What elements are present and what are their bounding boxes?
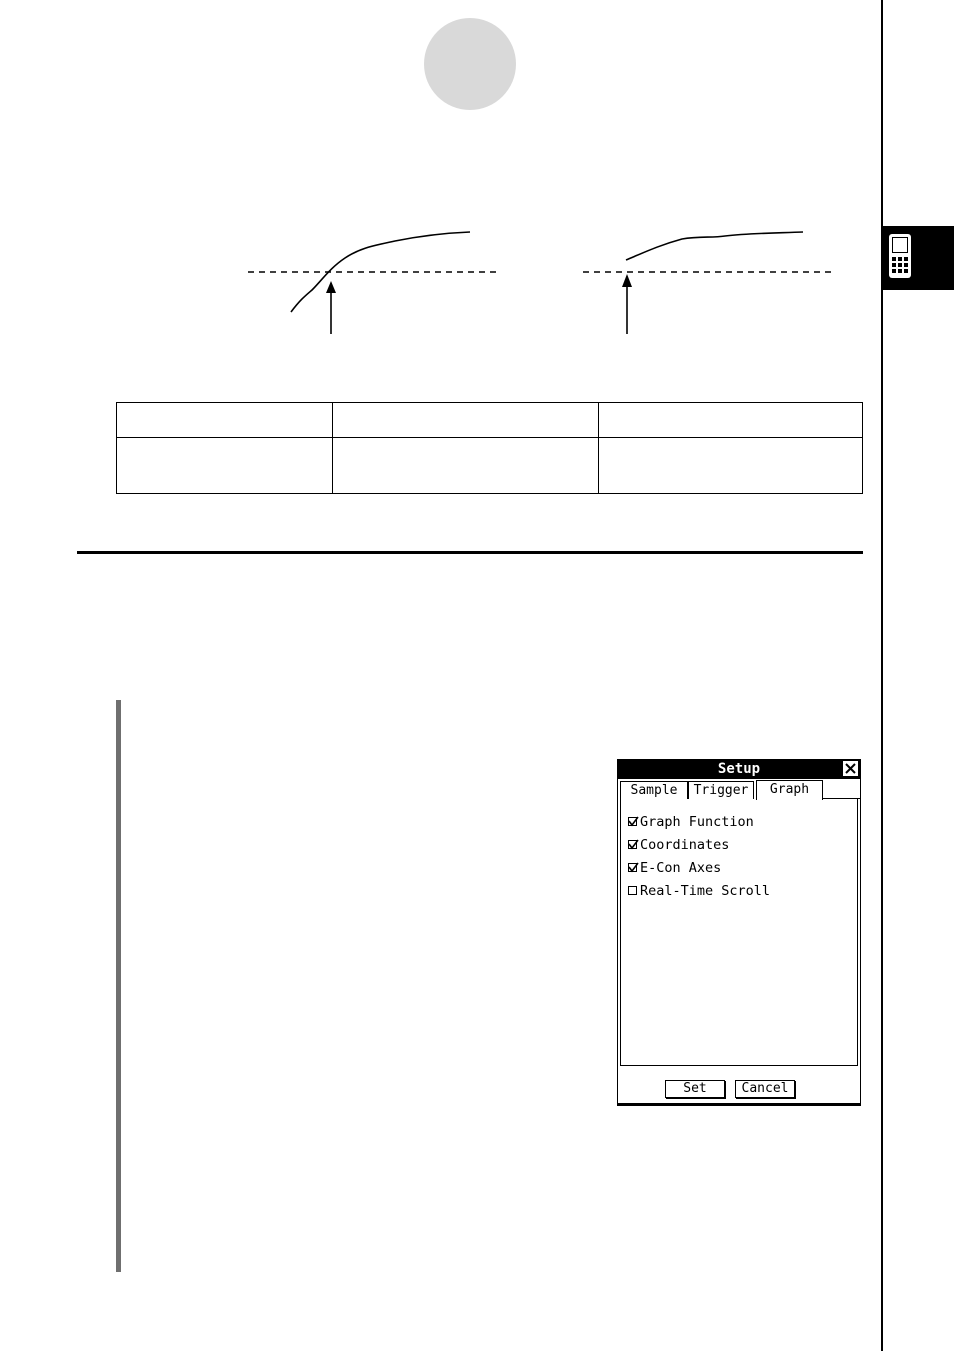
checkbox-checked-icon[interactable] (628, 840, 637, 849)
dialog-bottom-border (618, 1103, 860, 1105)
setup-dialog (617, 759, 861, 1106)
option-econ-axes[interactable] (628, 859, 721, 877)
margin-rule (881, 0, 883, 1351)
checkbox-unchecked-icon[interactable] (628, 886, 637, 895)
signal-curve (626, 232, 803, 260)
table-cell (599, 403, 863, 438)
option-label: Coordinates (640, 837, 730, 853)
calculator-icon (883, 226, 954, 290)
option-real-time-scroll[interactable] (628, 882, 770, 900)
tab-trigger[interactable]: Trigger (688, 781, 754, 799)
table-cell (117, 403, 333, 438)
table-cell (333, 403, 599, 438)
chapter-tab (883, 226, 954, 290)
table-header-row (117, 403, 863, 438)
trigger-diagram (0, 0, 880, 350)
option-label: Real-Time Scroll (640, 883, 771, 899)
checkbox-checked-icon[interactable] (628, 863, 637, 872)
tab-sample[interactable]: Sample (620, 781, 688, 799)
option-graph-function[interactable] (628, 813, 754, 831)
settings-table (116, 402, 863, 494)
table-cell (333, 438, 599, 494)
option-label: Graph Function (640, 814, 754, 830)
start-trigger-diagram (583, 232, 835, 334)
option-coordinates[interactable] (628, 836, 729, 854)
step-bar (116, 700, 121, 1272)
table-cell (117, 438, 333, 494)
cancel-button[interactable]: Cancel (735, 1080, 795, 1098)
table-cell (599, 438, 863, 494)
rising-trigger-diagram (248, 232, 500, 334)
dialog-title: Setup (717, 761, 761, 777)
table-row (117, 438, 863, 494)
option-label: E-Con Axes (640, 860, 722, 876)
dialog-titlebar (618, 760, 860, 779)
close-icon[interactable] (843, 761, 858, 776)
checkbox-checked-icon[interactable] (628, 817, 637, 826)
tab-graph[interactable]: Graph (756, 780, 823, 800)
set-button[interactable]: Set (665, 1080, 725, 1098)
section-divider (77, 551, 863, 554)
